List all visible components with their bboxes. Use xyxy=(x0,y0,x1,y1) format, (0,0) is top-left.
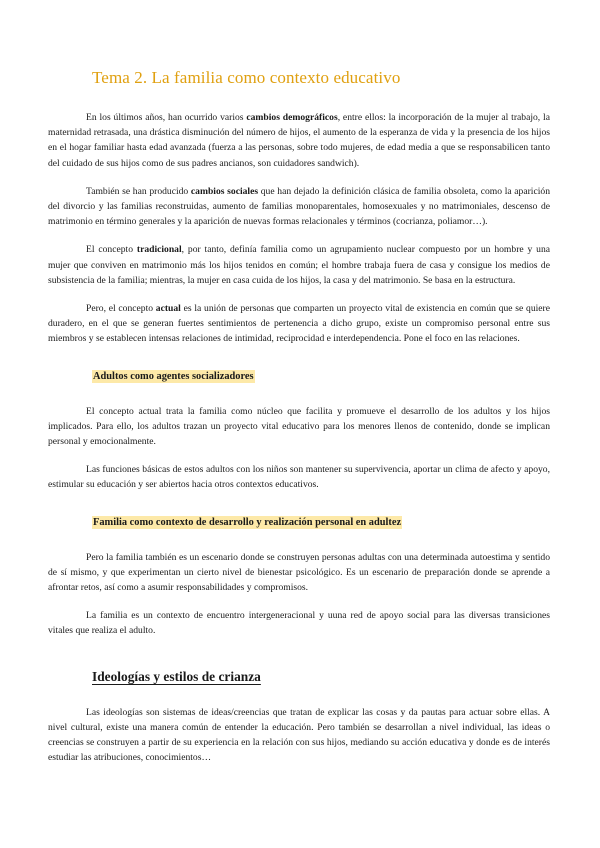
section-paragraph: Las ideologías son sistemas de ideas/creencias que tratan de explicar las cosas y da pautas para actuar sobre ellas. A nivel cultural, existe una manera común de entender la educación. Pero también se desarrollan a nivel individual, las ideas o creencias se construyen a partir de su experiencia en la relación con sus hijos, mediando su acción educativa y donde es de interés estudiar las atribuciones, conocimientos… xyxy=(48,706,550,764)
bold-term: cambios demográficos xyxy=(246,112,338,123)
document-title: Tema 2. La familia como contexto educativo xyxy=(92,68,401,87)
paragraph-text: También se han producido xyxy=(86,185,191,197)
paragraph-text: es la unión de personas que comparten un proyecto vital de existencia en común que se quiere duradero, en el que se generan fuertes sentimientos de pertenencia a dicho grupo, existe un compromiso personal entre sus miembros y se establecen intensas relaciones de intimidad, reciprocidad e interdependencia. Pone el foco en las relaciones. xyxy=(48,303,550,345)
section-paragraph: Las funciones básicas de estos adultos con los niños son mantener su supervivencia, aportar un clima de afecto y apoyo, estimular su educación y ser abiertos hacia otros contextos educativos. xyxy=(48,464,550,491)
intro-paragraph-actual xyxy=(48,301,550,347)
document-body xyxy=(48,110,550,778)
paragraph-text: El concepto xyxy=(86,244,137,256)
paragraph-text: , entre ellos: la incorporación de la mujer al trabajo, la maternidad retrasada, una drástica disminución del número de hijos, el aumento de la esperanza de vida y la presencia de los hijos en el hogar familiar hasta edad avanzada (fuerza a las personas, sobre todo mujeres, de edad media a que se responsabilicen tanto del cuidado de sus hijos como de sus padres ancianos, son cuidadores sandwich). xyxy=(48,112,550,169)
underlined-heading-text: Ideologías y estilos de crianza xyxy=(92,668,261,684)
section-paragraph: La familia es un contexto de encuentro intergeneracional y uuna red de apoyo social para las diversas transiciones vitales que realiza el adulto. xyxy=(48,610,550,637)
intro-paragraph-traditional xyxy=(48,242,550,288)
section-paragraph: Pero la familia también es un escenario donde se construyen personas adultas con una determinada autoestima y sentido de sí mismo, y que experimentan un cierto nivel de bienestar psicológico. Es un escenario de preparación donde se aprende a afrontar retos, así como a asumir responsabilidades y compromisos. xyxy=(48,551,550,594)
bold-term: actual xyxy=(155,303,181,315)
intro-paragraph-social xyxy=(48,184,550,230)
bold-term: tradicional xyxy=(136,244,182,256)
section-heading-adults xyxy=(92,371,550,382)
paragraph-text: Pero, el concepto xyxy=(86,303,156,315)
highlighted-heading-text: Adultos como agentes socializadores xyxy=(93,370,254,382)
section-heading-family-context xyxy=(92,517,550,528)
paragraph-text: , por tanto, definía familia como un agrupamiento nuclear compuesto por un hombre y una mujer que conviven en matrimonio más los hijos tenidos en común; el hombre trabaja fuera de casa y consigue los medios de subsistencia de la familia; mientras, la mujer en casa cuida de los hijos, la casa y del matrimonio. Se basa en la estructura. xyxy=(48,244,551,286)
paragraph-text: que han dejado la definición clásica de familia obsoleta, como la aparición del divorcio y las familias reconstruidas, aumento de familias monoparentales, homosexuales y no matrimoniales, descenso de matrimonio en término generales y la aparición de nuevas formas relacionales y términos (cocrianza, poliamor…). xyxy=(48,185,550,228)
section-heading-ideologies xyxy=(92,669,550,685)
bold-term: cambios sociales xyxy=(190,185,259,197)
section-paragraph: El concepto actual trata la familia como núcleo que facilita y promueve el desarrollo de los adultos y los hijos implicados. Para ello, los adultos trazan un proyecto vital educativo para los menores llenos de contenido, donde se implican personal y emocionalmente. xyxy=(48,405,550,448)
intro-paragraph-demographic xyxy=(48,110,550,171)
paragraph-text: En los últimos años, han ocurrido varios xyxy=(86,112,247,123)
highlighted-heading-text: Familia como contexto de desarrollo y realización personal en adultez xyxy=(93,516,402,528)
